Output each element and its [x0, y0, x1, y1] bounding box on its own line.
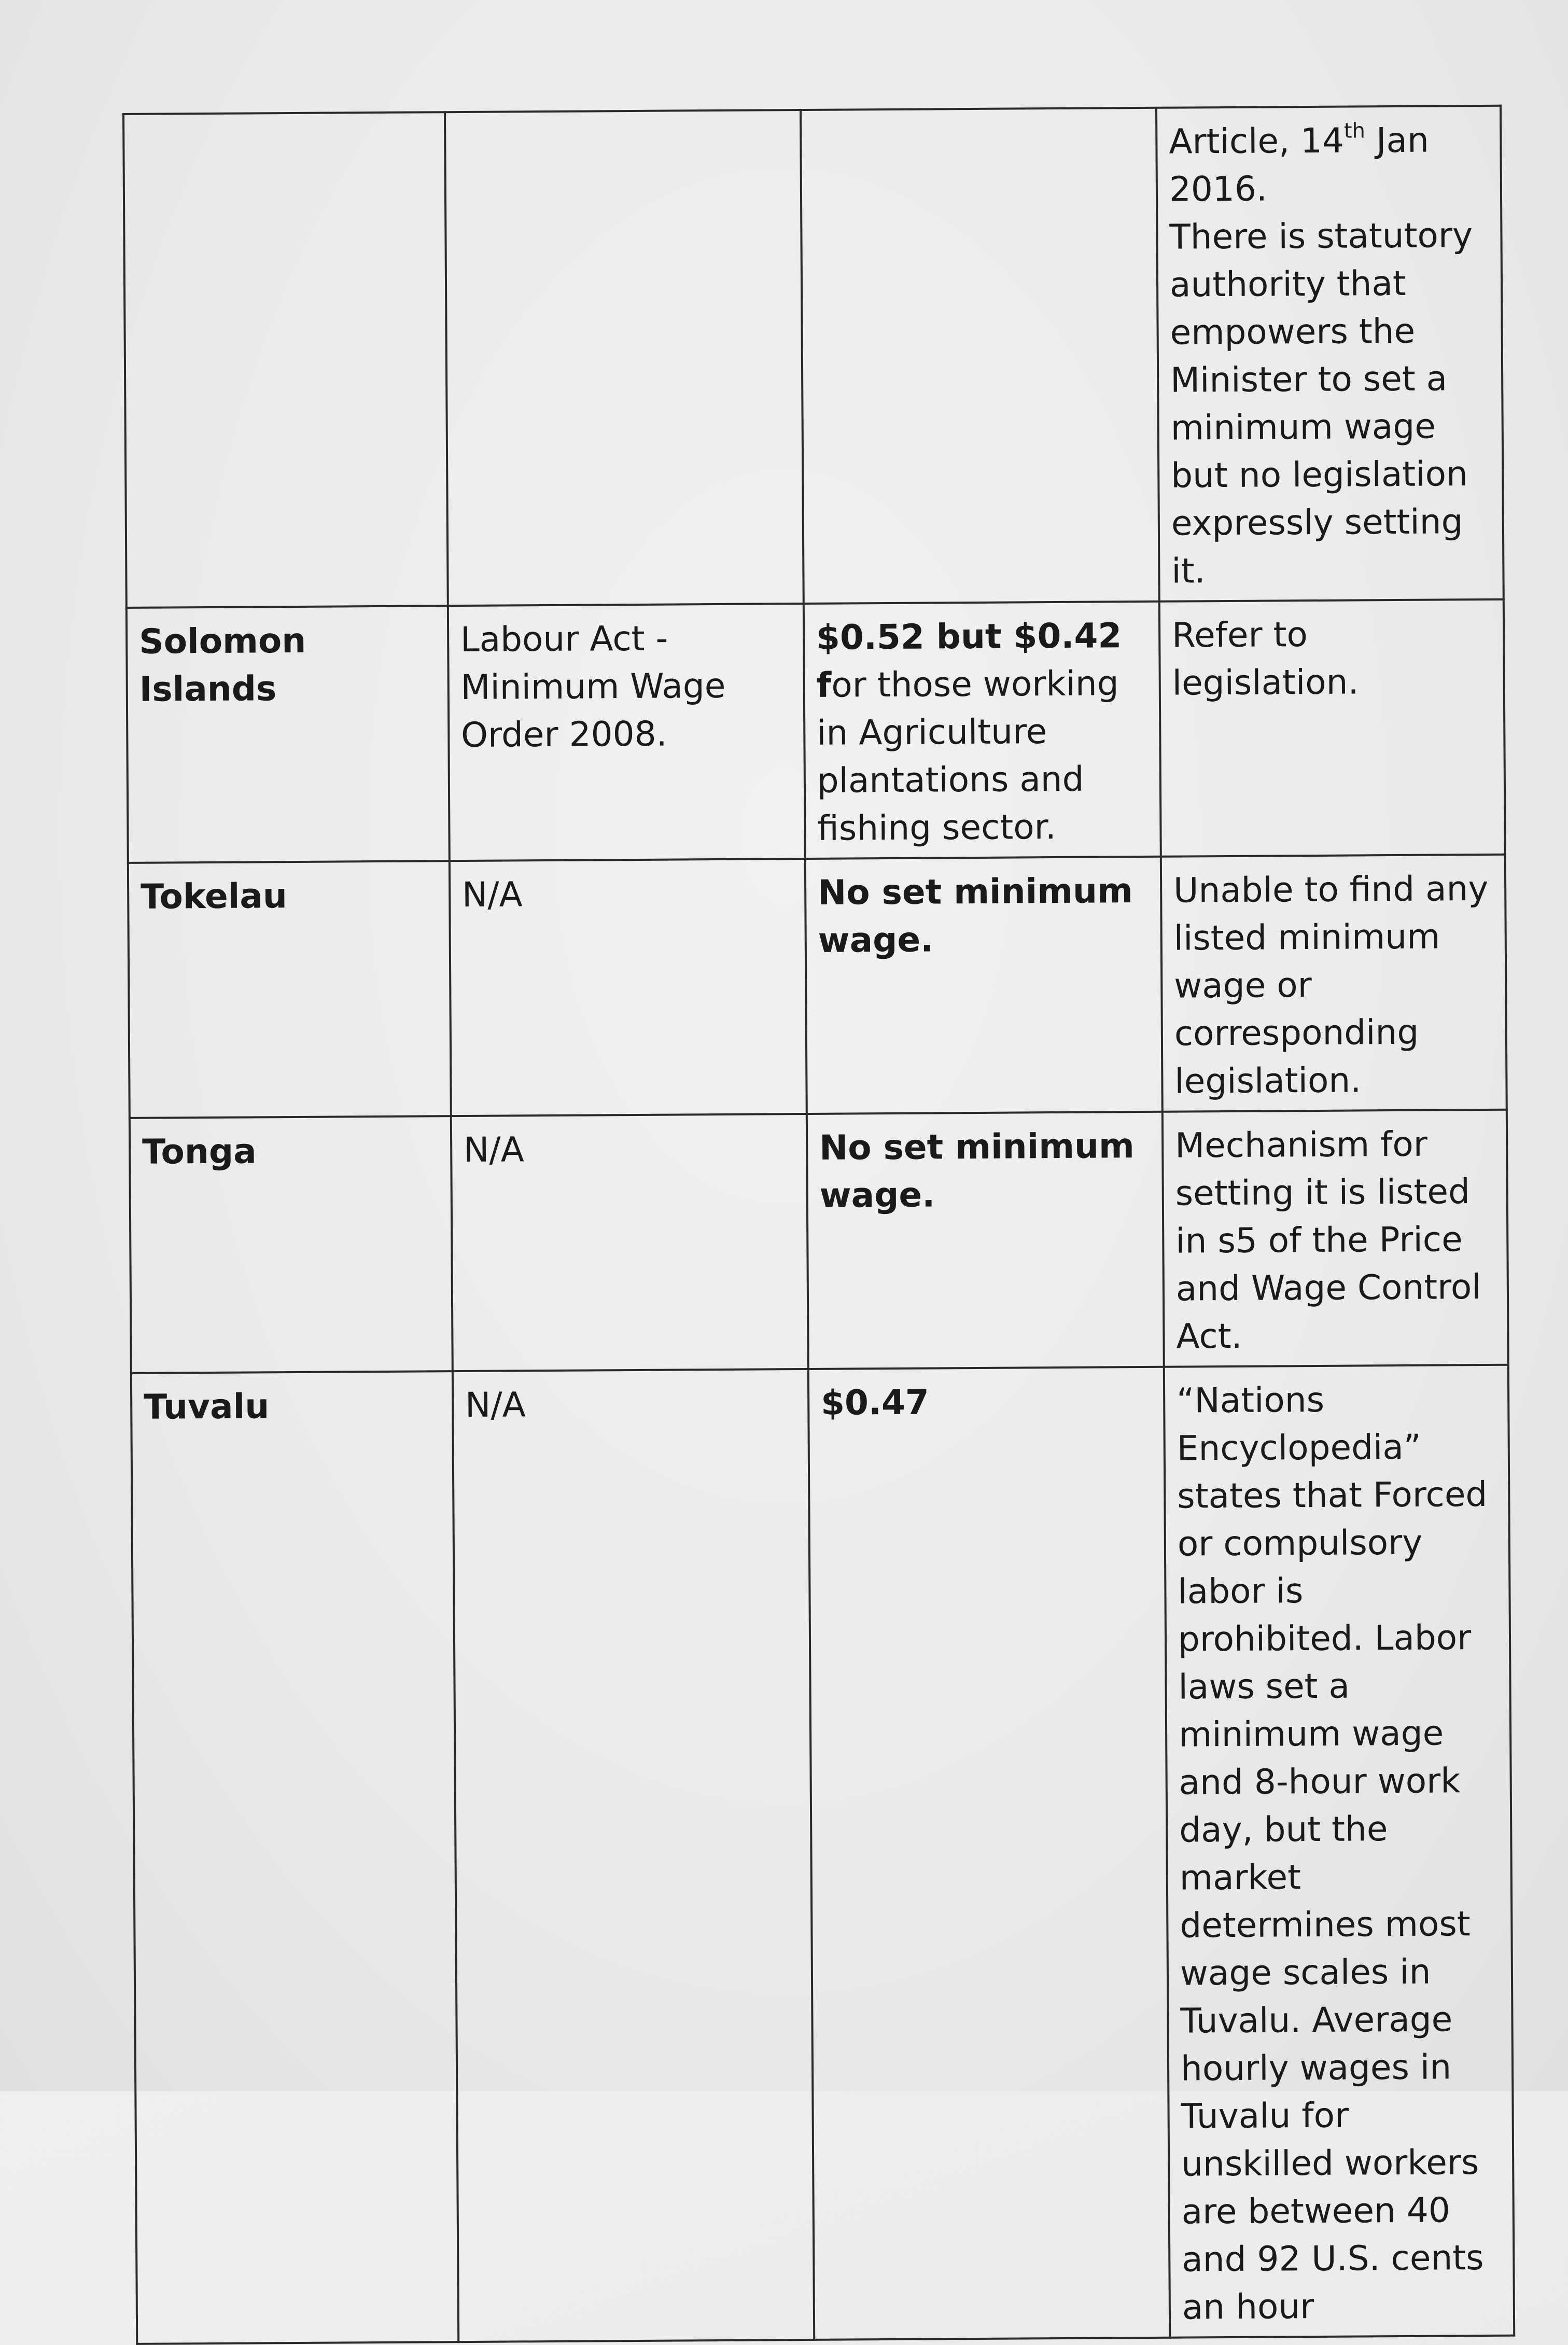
country-cell: Tokelau [128, 861, 451, 1118]
table-row [127, 599, 1505, 863]
minimum-wage-cell [804, 602, 1161, 859]
country-cell: Tonga [130, 1116, 453, 1373]
table-row [128, 855, 1507, 1118]
country-cell [123, 112, 448, 608]
legislation-cell: Labour Act - Minimum Wage Order 2008. [448, 604, 805, 861]
legislation-cell: N/A [453, 1369, 815, 2342]
minimum-wage-cell: No set minimum wage. [807, 1112, 1164, 1369]
country-cell: Tuvalu [131, 1371, 458, 2344]
minimum-wage-cell: $0.47 [808, 1367, 1170, 2340]
notes-text-suffix: Jan 2016. There is statutory authority that empowers the Minister to set a minimum wage but no legislation expressly setting it. [1169, 120, 1473, 591]
legislation-cell [445, 110, 804, 606]
legislation-cell: N/A [450, 859, 807, 1116]
minimum-wage-table [122, 105, 1515, 2345]
notes-superscript: th [1343, 119, 1366, 143]
legislation-cell: N/A [451, 1114, 808, 1371]
notes-cell: Unable to find any listed minimum wage or corresponding legislation. [1161, 855, 1507, 1112]
notes-cell: “Nations Encyclopedia” states that Forced or compulsory labor is prohibited. Labor laws set a minimum wage and 8-hour work day, but the market determines most wage scales in Tuvalu. Average hourly wages in Tuvalu for unskilled workers are between 40 and 92 U.S. cents an hour [1164, 1365, 1514, 2338]
notes-text-prefix: Article, 14 [1169, 120, 1345, 162]
minimum-wage-cell: No set minimum wage. [805, 857, 1163, 1114]
minimum-wage-cell [801, 108, 1159, 604]
notes-cell: Mechanism for setting it is listed in s5 of the Price and Wage Control Act. [1163, 1110, 1508, 1367]
notes-cell [1156, 106, 1504, 602]
table-row [123, 106, 1504, 608]
table-row [130, 1110, 1508, 1373]
notes-cell: Refer to legislation. [1159, 599, 1505, 857]
country-cell: Solomon Islands [127, 606, 450, 863]
minimum-wage-rest-text: or those working in Agriculture plantations and fishing sector. [816, 663, 1119, 848]
minimum-wage-bold-text: $0.52 but $0.42 f [816, 616, 1122, 705]
table-row [131, 1365, 1514, 2344]
